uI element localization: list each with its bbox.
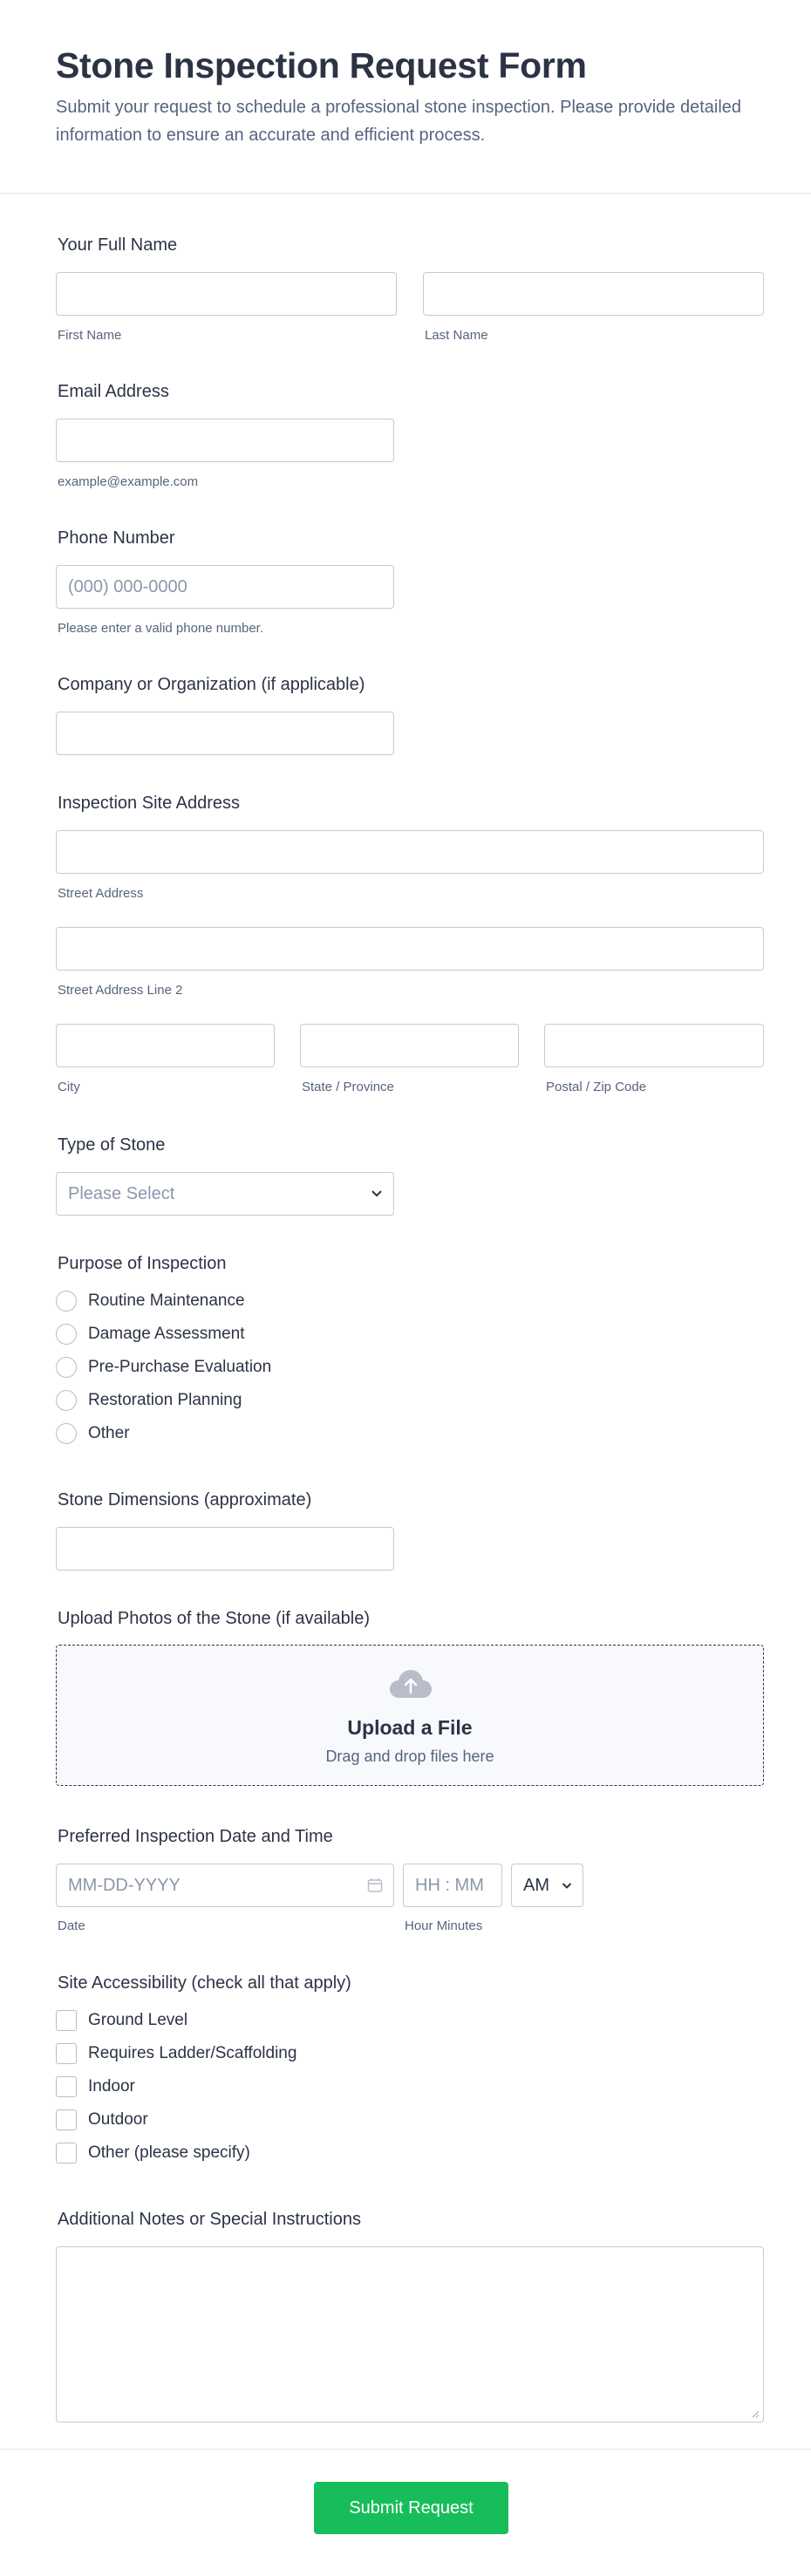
zip-sublabel: Postal / Zip Code xyxy=(546,1080,647,1094)
last-name-input[interactable] xyxy=(423,272,764,316)
form-title: Stone Inspection Request Form xyxy=(56,45,587,85)
dimensions-input[interactable] xyxy=(56,1527,394,1571)
street-address-sublabel: Street Address xyxy=(58,886,144,901)
date-input[interactable] xyxy=(56,1864,394,1907)
chevron-down-icon xyxy=(562,1882,572,1890)
phone-sublabel: Please enter a valid phone number. xyxy=(58,621,263,636)
email-sublabel: example@example.com xyxy=(58,474,199,489)
phone-input[interactable]: (000) 000-0000 xyxy=(56,565,394,609)
checkbox-requires-ladder[interactable]: Requires Ladder/Scaffolding xyxy=(56,2041,296,2066)
radio-button[interactable] xyxy=(56,1423,77,1444)
checkbox-ground-level[interactable]: Ground Level xyxy=(56,2008,187,2033)
time-sublabel: Hour Minutes xyxy=(405,1918,483,1933)
full-name-label: Your Full Name xyxy=(58,235,178,255)
street-address-line2-sublabel: Street Address Line 2 xyxy=(58,983,183,998)
checkbox[interactable] xyxy=(56,2076,77,2097)
notes-label: Additional Notes or Special Instructions xyxy=(58,2210,361,2229)
form-footer xyxy=(0,2449,811,2576)
first-name-sublabel: First Name xyxy=(58,328,122,343)
chevron-down-icon xyxy=(371,1189,383,1198)
checkbox[interactable] xyxy=(56,2043,77,2064)
stone-type-placeholder: Please Select xyxy=(68,1184,175,1203)
upload-title: Upload a File xyxy=(347,1716,473,1739)
notes-textarea[interactable] xyxy=(56,2246,764,2423)
phone-label: Phone Number xyxy=(58,528,175,548)
company-label: Company or Organization (if applicable) xyxy=(58,675,365,694)
checkbox-outdoor[interactable]: Outdoor xyxy=(56,2108,148,2132)
radio-button[interactable] xyxy=(56,1291,77,1312)
radio-restoration-planning[interactable]: Restoration Planning xyxy=(56,1388,242,1413)
checkbox[interactable] xyxy=(56,2010,77,2031)
access-label: Site Accessibility (check all that apply) xyxy=(58,1973,351,1993)
ampm-value: AM xyxy=(523,1876,549,1895)
form-description: Submit your request to schedule a professional stone inspection. Please provide detailed information to ensure an accurate and efficient process. xyxy=(56,98,742,145)
radio-damage-assessment[interactable]: Damage Assessment xyxy=(56,1322,245,1346)
zip-input[interactable] xyxy=(544,1024,764,1067)
radio-other[interactable]: Other xyxy=(56,1421,130,1446)
company-input[interactable] xyxy=(56,712,394,755)
purpose-label: Purpose of Inspection xyxy=(58,1254,227,1273)
radio-routine-maintenance[interactable]: Routine Maintenance xyxy=(56,1289,245,1313)
radio-button[interactable] xyxy=(56,1390,77,1411)
radio-button[interactable] xyxy=(56,1357,77,1378)
city-input[interactable] xyxy=(56,1024,275,1067)
form-header xyxy=(0,0,811,194)
photos-label: Upload Photos of the Stone (if available) xyxy=(58,1609,370,1628)
dimensions-label: Stone Dimensions (approximate) xyxy=(58,1490,312,1509)
street-address-input[interactable] xyxy=(56,830,764,874)
calendar-icon[interactable] xyxy=(367,1877,383,1893)
stone-type-select[interactable] xyxy=(56,1172,394,1216)
city-sublabel: City xyxy=(58,1080,80,1094)
date-placeholder: MM-DD-YYYY xyxy=(68,1876,181,1895)
resize-handle-icon[interactable] xyxy=(751,2409,760,2418)
cloud-upload-icon xyxy=(389,1668,433,1700)
checkbox[interactable] xyxy=(56,2109,77,2130)
checkbox-other[interactable]: Other (please specify) xyxy=(56,2141,250,2165)
state-input[interactable] xyxy=(300,1024,519,1067)
date-sublabel: Date xyxy=(58,1918,85,1933)
checkbox-indoor[interactable]: Indoor xyxy=(56,2075,135,2099)
radio-pre-purchase-evaluation[interactable]: Pre-Purchase Evaluation xyxy=(56,1355,271,1380)
file-upload-dropzone[interactable] xyxy=(56,1645,764,1786)
upload-hint: Drag and drop files here xyxy=(325,1748,494,1765)
time-input[interactable]: HH : MM xyxy=(403,1864,502,1907)
ampm-select[interactable] xyxy=(511,1864,583,1907)
street-address-line2-input[interactable] xyxy=(56,927,764,971)
first-name-input[interactable] xyxy=(56,272,397,316)
state-sublabel: State / Province xyxy=(302,1080,394,1094)
datetime-label: Preferred Inspection Date and Time xyxy=(58,1827,333,1846)
radio-button[interactable] xyxy=(56,1324,77,1345)
email-label: Email Address xyxy=(58,382,169,401)
last-name-sublabel: Last Name xyxy=(425,328,488,343)
checkbox[interactable] xyxy=(56,2143,77,2164)
email-field[interactable] xyxy=(56,419,394,462)
address-label: Inspection Site Address xyxy=(58,794,241,813)
stone-type-label: Type of Stone xyxy=(58,1135,166,1155)
submit-button[interactable]: Submit Request xyxy=(314,2482,508,2534)
